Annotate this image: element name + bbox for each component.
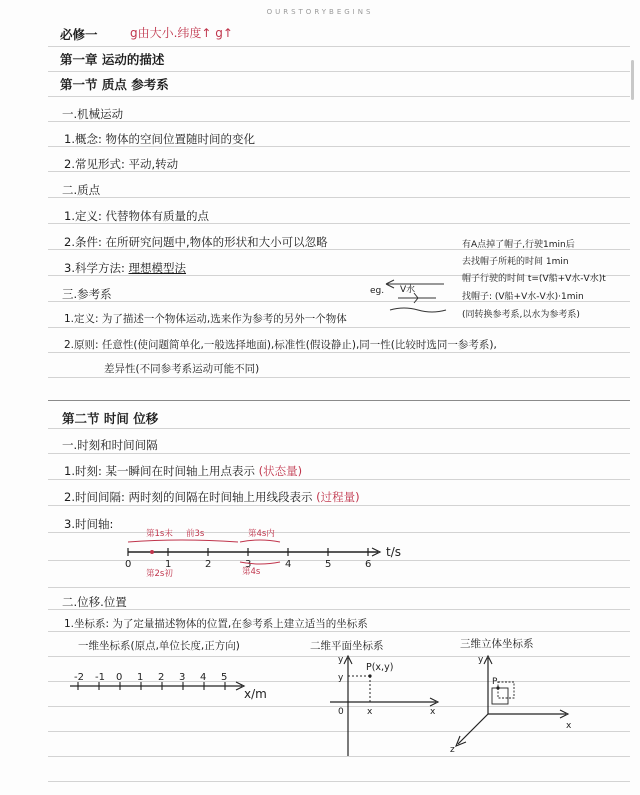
ruled-line: [48, 781, 630, 782]
heading-time: 一.时刻和时间间隔: [62, 438, 158, 452]
side-note-5: (同转换参考系,以水为参考系): [462, 310, 580, 320]
course-remark: g由大小.纬度↑ g↑: [130, 26, 233, 40]
side-note-3: 帽子行驶的时间 t=(V船+V水-V水)t: [462, 274, 606, 284]
depth-axis: [458, 714, 488, 744]
time-tick-label: 3: [245, 559, 252, 570]
heading-mechanical-motion: 一.机械运动: [62, 107, 124, 121]
particle-definition: 1.定义: 代替物体有质量的点: [64, 209, 210, 223]
number-line-label: 2: [158, 672, 165, 683]
heading-reference-frame: 三.参考系: [62, 287, 112, 301]
ruled-line: [48, 587, 630, 588]
ruled-line: [48, 121, 630, 122]
point-p-label: P(x,y): [366, 662, 394, 673]
number-line: [66, 670, 276, 706]
number-line-label: 1: [137, 672, 144, 683]
bracket-4th-s: [240, 540, 280, 542]
two-d-title: 二维平面坐标系: [310, 640, 384, 652]
method-prefix: 3.科学方法:: [64, 261, 129, 275]
number-line-unit: x/m: [244, 687, 267, 701]
ruled-line: [48, 631, 630, 632]
moment-tag: (状态量): [258, 464, 303, 478]
coordinate-definition: 1.坐标系: 为了定量描述物体的位置,在参考系上建立适当的坐标系: [64, 618, 368, 630]
number-line-label: 0: [116, 672, 123, 683]
moment-text: 1.时刻: 某一瞬间在时间轴上用点表示: [64, 464, 259, 478]
number-line-label: 3: [179, 672, 186, 683]
point-p: [368, 674, 371, 677]
ruled-line: [48, 479, 630, 480]
ruled-line: [48, 327, 630, 328]
time-tick-label: 2: [205, 559, 212, 570]
y-axis-label: y: [338, 655, 344, 665]
z-axis-label: z: [450, 745, 455, 755]
time-axis-label: 3.时间轴:: [64, 517, 114, 531]
x-axis-label: x: [430, 707, 436, 717]
time-tick-label: 0: [125, 559, 132, 570]
x-coordinate-label: x: [367, 707, 373, 717]
time-axis: [120, 526, 420, 582]
interval-line: [64, 490, 360, 504]
boat-sketch: [384, 276, 454, 316]
method-value: 理想模型法: [128, 261, 187, 275]
ann-start-of-2s: 第2s初: [146, 569, 173, 579]
section-divider: [48, 400, 630, 401]
ruled-line: [48, 428, 630, 429]
interval-text: 2.时间间隔: 两时刻的间隔在时间轴上用线段表示: [64, 490, 317, 504]
brand-watermark: OURSTORYBEGINS: [266, 8, 374, 16]
ruled-line: [48, 46, 630, 47]
ruled-line: [48, 171, 630, 172]
time-tick-label: 6: [365, 559, 372, 570]
ruled-line: [48, 609, 630, 610]
concept-line: 1.概念: 物体的空间位置随时间的变化: [64, 132, 256, 146]
time-tick-label: 1: [165, 559, 172, 570]
point-p-3d-label: P: [492, 677, 498, 687]
number-line-label: -1: [95, 672, 105, 683]
x-axis-3d-label: x: [566, 721, 572, 731]
ann-first-3s: 前3s: [186, 529, 205, 539]
ruled-line: [48, 505, 630, 506]
side-note-2: 去找帽子所耗的时间 1min: [462, 257, 569, 267]
forms-line: 2.常见形式: 平动,转动: [64, 157, 179, 171]
ruled-line: [48, 352, 630, 353]
heading-displacement: 二.位移.位置: [62, 595, 127, 609]
cube-front: [492, 688, 508, 704]
chapter-title: 第一章 运动的描述: [60, 52, 165, 67]
reference-definition: 1.定义: 为了描述一个物体运动,选来作为参考的另外一个物体: [64, 313, 347, 325]
y-coordinate-label: y: [338, 673, 344, 683]
y-axis-3d-label: y: [478, 655, 484, 665]
section-title: 第一节 质点 参考系: [60, 77, 169, 92]
section2-title: 第二节 时间 位移: [62, 411, 159, 426]
ruled-line: [48, 197, 630, 198]
time-tick-label: 5: [325, 559, 332, 570]
ruled-line: [48, 146, 630, 147]
mark-1s: [150, 550, 154, 554]
time-axis-unit: t/s: [386, 545, 401, 559]
ruled-line: [48, 96, 630, 97]
reference-principle: 2.原则: 任意性(使问题简单化,一般选择地面),标准性(假设静止),同一性(比较时选同一参考系),: [64, 339, 497, 351]
ann-4th-s: 第4s: [242, 567, 261, 577]
number-line-label: -2: [74, 672, 84, 683]
ann-end-of-1s: 第1s末: [146, 529, 173, 539]
scrollbar-thumb[interactable]: [631, 60, 634, 100]
particle-condition: 2.条件: 在所研究问题中,物体的形状和大小可以忽略: [64, 235, 328, 249]
ruled-line: [48, 71, 630, 72]
ruled-line: [48, 377, 630, 378]
example-label: eg.: [370, 286, 385, 296]
three-d-title: 三维立体坐标系: [460, 638, 534, 650]
ann-within-4th-s: 第4s内: [248, 529, 275, 539]
one-d-coordinate: 一维坐标系(原点,单位长度,正方向): [78, 640, 240, 652]
time-tick-label: 4: [285, 559, 292, 570]
three-d-coordinate-system: [448, 652, 578, 756]
reference-difference: 差异性(不同参考系运动可能不同): [104, 363, 260, 375]
side-note-1: 有A点掉了帽子,行驶1min后: [462, 240, 575, 250]
cube-back: [498, 682, 514, 698]
number-line-label: 5: [221, 672, 228, 683]
origin-label: 0: [338, 707, 344, 717]
heading-particle: 二.质点: [62, 183, 101, 197]
ruled-line: [48, 453, 630, 454]
scientific-method: [64, 261, 186, 275]
bracket-first-3s: [128, 540, 238, 542]
water-velocity-label: V水: [400, 285, 416, 295]
number-line-label: 4: [200, 672, 207, 683]
two-d-coordinate-system: [326, 652, 446, 760]
course-title: 必修一: [60, 27, 98, 42]
side-note-4: 找帽子: (V船+V水-V水)·1min: [462, 292, 584, 302]
moment-line: [64, 464, 302, 478]
interval-tag: (过程量): [316, 490, 360, 504]
ruled-line: [48, 223, 630, 224]
